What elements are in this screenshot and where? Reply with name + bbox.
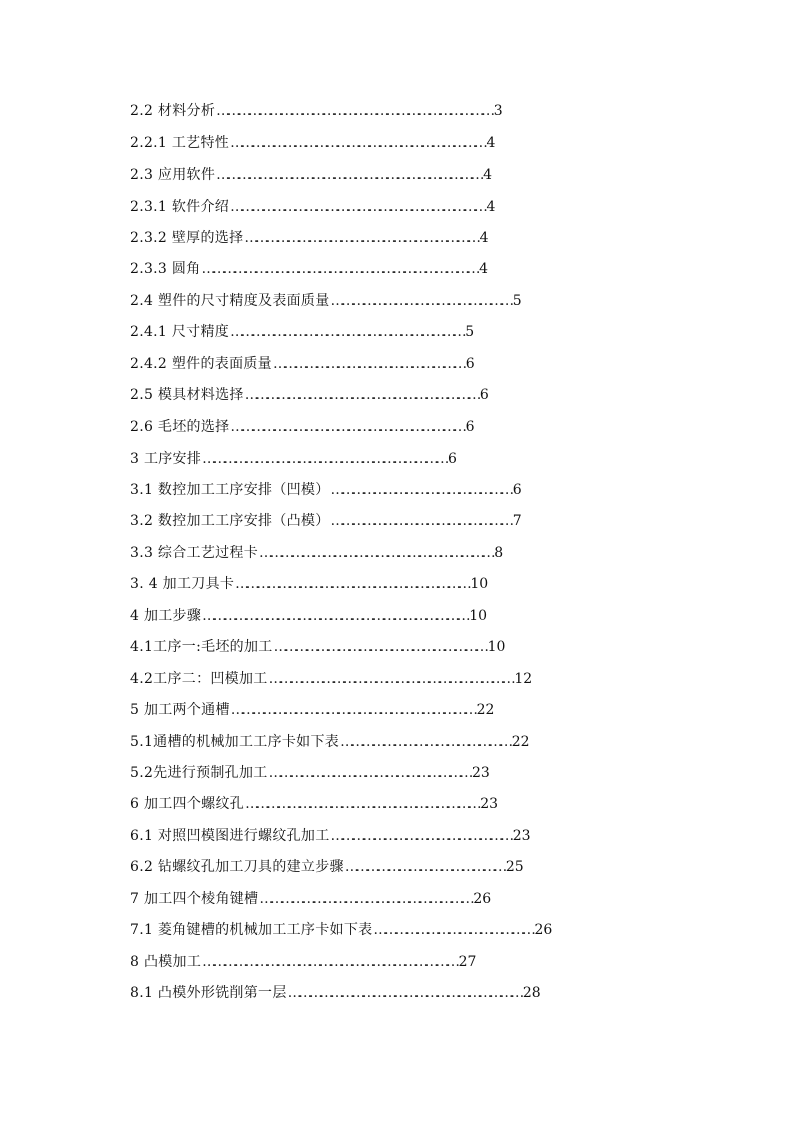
toc-leader: ……………………………………………… xyxy=(272,356,464,372)
toc-page-number: 3 xyxy=(493,103,503,119)
toc-entry xyxy=(130,448,457,470)
toc-entry-label: 2.4.1 尺寸精度 xyxy=(130,324,230,340)
toc-page-number: 10 xyxy=(487,639,506,655)
toc-entry xyxy=(130,196,495,218)
toc-entry xyxy=(130,100,503,122)
toc-page-number: 6 xyxy=(447,451,457,467)
toc-page-number: 25 xyxy=(505,859,524,875)
toc-leader: ………………………………………… xyxy=(340,734,510,750)
toc-leader: ………………………………………………………… xyxy=(287,985,521,1001)
toc-leader: ……………………………………… xyxy=(373,922,533,938)
toc-page-number: 27 xyxy=(458,954,477,970)
toc-entry xyxy=(130,605,487,627)
toc-leader: ………………………………………………………… xyxy=(245,796,479,812)
toc-entry xyxy=(130,731,530,753)
toc-entry-label: 2.5 模具材料选择 xyxy=(130,387,244,403)
toc-entry-label: 5.1通槽的机械加工工序卡如下表 xyxy=(130,734,340,750)
toc-page-number: 5 xyxy=(512,293,522,309)
toc-entry-label: 6.2 钻螺纹孔加工刀具的建立步骤 xyxy=(130,859,344,875)
toc-leader: …………………………………………… xyxy=(330,828,511,844)
toc-entry-label: 3 工序安排 xyxy=(130,451,202,467)
toc-page-number: 4 xyxy=(483,167,493,183)
toc-entry-label: 6 加工四个螺纹孔 xyxy=(130,796,245,812)
toc-entry xyxy=(130,479,522,501)
toc-leader: …………………………………………… xyxy=(330,482,511,498)
toc-leader: ……………………………………………………………… xyxy=(230,135,485,151)
toc-leader: ……………………………………………………………… xyxy=(202,954,457,970)
toc-page-number: 28 xyxy=(522,985,541,1001)
toc-leader: …………………………………………………………… xyxy=(230,702,475,718)
toc-entry xyxy=(130,856,524,878)
toc-leader: ………………………………………………………… xyxy=(244,387,478,403)
toc-leader: ………………………………………………………… xyxy=(235,576,469,592)
toc-entry xyxy=(130,164,492,186)
toc-entry-label: 2.3.2 壁厚的选择 xyxy=(130,230,244,246)
toc-leader: …………………………………………………………………… xyxy=(216,103,492,119)
toc-entry xyxy=(130,888,491,910)
toc-leader: …………………………………………………… xyxy=(259,891,472,907)
toc-entry xyxy=(130,353,475,375)
toc-entry-label: 8.1 凸模外形铣削第一层 xyxy=(130,985,287,1001)
toc-entry-label: 6.1 对照凹模图进行螺纹孔加工 xyxy=(130,828,330,844)
toc-leader: ………………………………………………… xyxy=(268,765,470,781)
toc-page-number: 22 xyxy=(511,734,530,750)
toc-entry-label: 3.2 数控加工工序安排（凸模） xyxy=(130,513,330,529)
toc-entry-label: 7.1 菱角键槽的机械加工工序卡如下表 xyxy=(130,922,373,938)
toc-page-number: 10 xyxy=(470,576,489,592)
toc-entry xyxy=(130,573,488,595)
toc-page-number: 23 xyxy=(480,796,499,812)
toc-leader: ………………………………………………………………… xyxy=(216,167,482,183)
toc-page-number: 6 xyxy=(465,419,475,435)
toc-page-number: 4 xyxy=(479,230,489,246)
toc-leader: …………………………………………… xyxy=(330,293,511,309)
toc-page-number: 4 xyxy=(486,135,496,151)
toc-leader: …………………………………………………… xyxy=(273,639,486,655)
toc-entry-label: 3. 4 加工刀具卡 xyxy=(130,576,235,592)
toc-entry-label: 4.1工序一:毛坯的加工 xyxy=(130,639,273,655)
toc-page-number: 4 xyxy=(479,261,489,277)
toc-entry-label: 2.6 毛坯的选择 xyxy=(130,419,230,435)
toc-entry xyxy=(130,668,532,690)
toc-entry-label: 2.3 应用软件 xyxy=(130,167,216,183)
toc-page-number: 10 xyxy=(469,608,488,624)
toc-page-number: 7 xyxy=(512,513,522,529)
toc-page-number: 6 xyxy=(465,356,475,372)
toc-page-number: 26 xyxy=(534,922,553,938)
toc-entry-label: 2.2.1 工艺特性 xyxy=(130,135,230,151)
toc-entry xyxy=(130,825,531,847)
toc-entry-label: 2.3.3 圆角 xyxy=(130,261,201,277)
toc-entry-label: 5.2先进行预制孔加工 xyxy=(130,765,268,781)
toc-entry-label: 2.4.2 塑件的表面质量 xyxy=(130,356,272,372)
toc-leader: …………………………………………………………… xyxy=(268,671,513,687)
toc-leader: ……………………………………… xyxy=(344,859,504,875)
toc-entry-label: 8 凸模加工 xyxy=(130,954,202,970)
toc-page-number: 5 xyxy=(465,324,475,340)
toc-leader: ………………………………………………………… xyxy=(259,545,493,561)
toc-entry-label: 7 加工四个棱角键槽 xyxy=(130,891,259,907)
toc-entry xyxy=(130,982,541,1004)
toc-entry xyxy=(130,636,505,658)
toc-entry-label: 2.2 材料分析 xyxy=(130,103,216,119)
toc-entry xyxy=(130,384,489,406)
toc-page-number: 23 xyxy=(512,828,531,844)
toc-entry-label: 2.3.1 软件介绍 xyxy=(130,199,230,215)
toc-leader: ……………………………………………………………… xyxy=(230,199,485,215)
toc-entry xyxy=(130,699,494,721)
toc-entry xyxy=(130,510,522,532)
toc-leader: …………………………………………………………………… xyxy=(201,261,478,277)
toc-leader: ………………………………………………………… xyxy=(244,230,478,246)
toc-entry-label: 4.2工序二：凹模加工 xyxy=(130,671,268,687)
toc-entry xyxy=(130,919,552,941)
toc-page-number: 4 xyxy=(486,199,496,215)
toc-entry-label: 5 加工两个通槽 xyxy=(130,702,230,718)
toc-page-number: 22 xyxy=(476,702,495,718)
toc-leader: ………………………………………………………… xyxy=(230,419,464,435)
toc-entry xyxy=(130,416,475,438)
toc-entry xyxy=(130,258,488,280)
toc-leader: …………………………………………… xyxy=(330,513,511,529)
toc-entry-label: 4 加工步骤 xyxy=(130,608,202,624)
toc-entry-label: 3.3 综合工艺过程卡 xyxy=(130,545,259,561)
toc-leader: …………………………………………………………… xyxy=(202,451,446,467)
toc-entry-label: 2.4 塑件的尺寸精度及表面质量 xyxy=(130,293,330,309)
toc-page-number: 23 xyxy=(471,765,490,781)
toc-page-number: 6 xyxy=(512,482,522,498)
toc-page-number: 8 xyxy=(494,545,504,561)
toc-page-number: 6 xyxy=(479,387,489,403)
toc-entry xyxy=(130,132,495,154)
toc-entry xyxy=(130,793,498,815)
toc-page-number: 26 xyxy=(473,891,492,907)
toc-entry xyxy=(130,321,474,343)
toc-entry-label: 3.1 数控加工工序安排（凹模） xyxy=(130,482,330,498)
toc-entry xyxy=(130,542,503,564)
toc-entry xyxy=(130,290,522,312)
toc-entry xyxy=(130,227,489,249)
toc-entry xyxy=(130,951,476,973)
toc-entry xyxy=(130,762,490,784)
toc-leader: ………………………………………………………… xyxy=(230,324,464,340)
toc-page-number: 12 xyxy=(514,671,533,687)
toc-leader: ………………………………………………………………… xyxy=(202,608,468,624)
